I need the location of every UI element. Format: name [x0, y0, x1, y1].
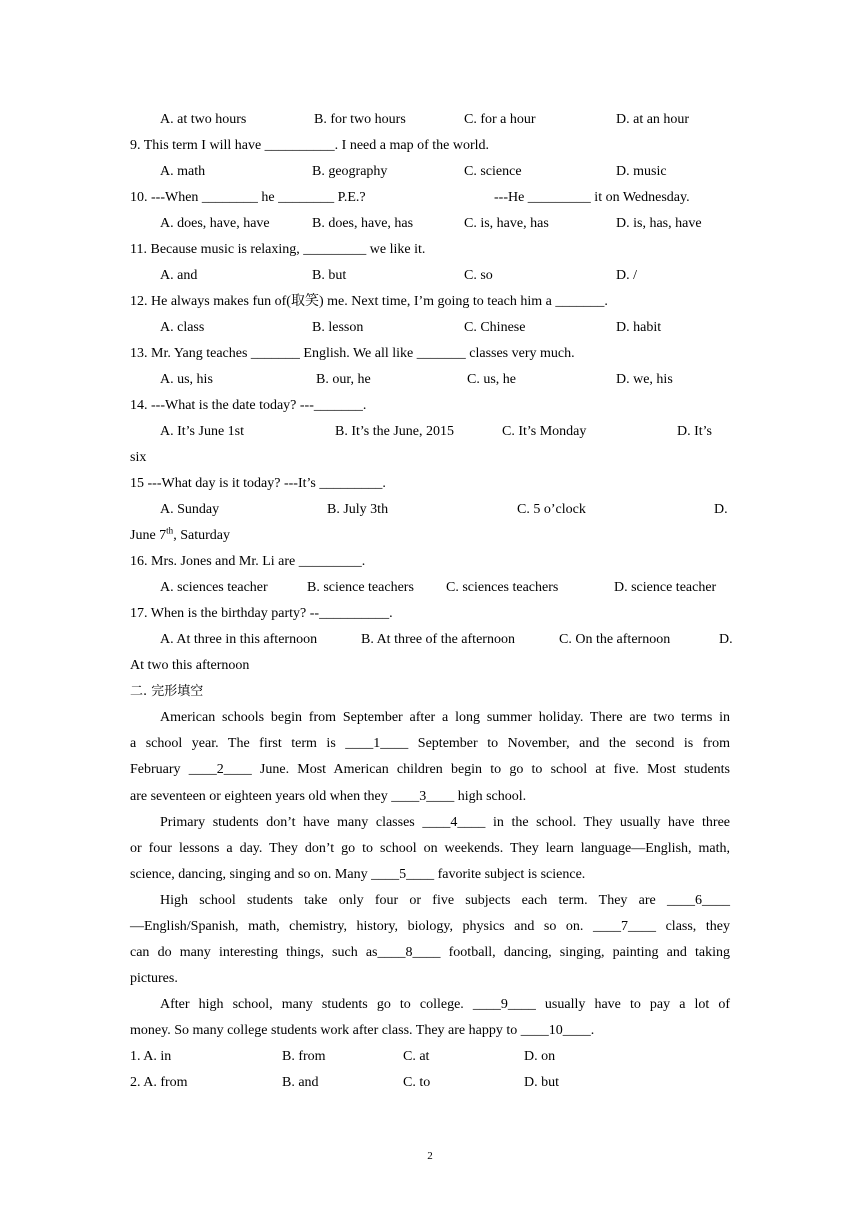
passage-line: February ____2____ June. Most American children begin to go to school at five. Most students [130, 762, 730, 777]
passage-line: money. So many college students work after class. They are happy to ____10____. [130, 1023, 595, 1038]
option-b: B. At three of the afternoon [361, 632, 515, 647]
option-d: D. is, has, have [616, 216, 702, 231]
passage-line: pictures. [130, 971, 178, 986]
cloze-1-options [130, 1044, 730, 1070]
option-d: D. It’s [677, 424, 712, 439]
option-b: B. It’s the June, 2015 [335, 424, 454, 439]
option-b: B. but [312, 268, 347, 283]
q15-wrap-day: , Saturday [173, 528, 230, 543]
cloze-2-options [130, 1070, 730, 1096]
option-d: D. habit [616, 320, 662, 335]
q13-stem: 13. Mr. Yang teaches _______ English. We all like _______ classes very much. [130, 346, 575, 361]
option-a: A. at two hours [160, 112, 247, 127]
q15-option-wrap [130, 523, 730, 549]
option-c: C. On the afternoon [559, 632, 671, 647]
option-a: 1. A. in [130, 1049, 172, 1064]
passage-line: science, dancing, singing and so on. Many ____5____ favorite subject is science. [130, 867, 586, 882]
option-d: D. [719, 632, 733, 647]
q8-options [130, 107, 730, 133]
passage-line: are seventeen or eighteen years old when they ____3____ high school. [130, 789, 527, 804]
passage-line: can do many interesting things, such as____8____ football, dancing, singing, painting and taking [130, 945, 730, 960]
option-c: C. Chinese [464, 320, 526, 335]
option-a: A. math [160, 164, 206, 179]
option-a: A. us, his [160, 372, 213, 387]
q10-options [130, 211, 730, 237]
q16-stem: 16. Mrs. Jones and Mr. Li are _________. [130, 554, 366, 569]
option-b: B. geography [312, 164, 388, 179]
option-b: B. for two hours [314, 112, 406, 127]
q12-stem: 12. He always makes fun of(取笑) me. Next time, I’m going to teach him a _______. [130, 294, 608, 309]
option-c: C. sciences teachers [446, 580, 559, 595]
q15-stem: 15 ---What day is it today? ---It’s _________. [130, 476, 386, 491]
q9-options [130, 159, 730, 185]
q14-options [130, 419, 730, 445]
option-a: A. does, have, have [160, 216, 270, 231]
q12-options [130, 315, 730, 341]
q10-stem-answer: ---He _________ it on Wednesday. [494, 190, 690, 205]
option-a: A. class [160, 320, 205, 335]
option-b: B. our, he [316, 372, 371, 387]
passage-line: or four lessons a day. They don’t go to school on weekends. They learn language—English, math, [130, 841, 730, 856]
option-c: C. so [464, 268, 493, 283]
option-d: D. [714, 502, 728, 517]
q17-options [130, 627, 733, 653]
q15-wrap-sup: th [166, 525, 174, 536]
option-c: C. us, he [467, 372, 516, 387]
q13-options [130, 367, 730, 393]
q9-stem: 9. This term I will have __________. I need a map of the world. [130, 138, 489, 153]
q11-options [130, 263, 730, 289]
option-c: C. science [464, 164, 522, 179]
passage-line: a school year. The first term is ____1____ September to November, and the second is from [130, 736, 730, 751]
option-d: D. on [524, 1049, 556, 1064]
option-b: B. science teachers [307, 580, 414, 595]
option-d: D. / [616, 268, 637, 283]
q17-option-wrap: At two this afternoon [130, 658, 250, 673]
passage-line: American schools begin from September after a long summer holiday. There are two terms in [160, 710, 730, 725]
option-c: C. to [403, 1075, 431, 1090]
option-c: C. 5 o’clock [517, 502, 586, 517]
option-a: A. Sunday [160, 502, 220, 517]
q17-stem: 17. When is the birthday party? --__________. [130, 606, 393, 621]
passage-line: High school students take only four or five subjects each term. They are ____6____ [160, 893, 730, 908]
option-d: D. at an hour [616, 112, 690, 127]
option-d: D. we, his [616, 372, 673, 387]
option-a: A. It’s June 1st [160, 424, 244, 439]
option-d: D. science teacher [614, 580, 717, 595]
passage-line: After high school, many students go to college. ____9____ usually have to pay a lot of [160, 997, 730, 1012]
option-a: A. At three in this afternoon [160, 632, 318, 647]
option-a: 2. A. from [130, 1075, 188, 1090]
q16-options [130, 575, 730, 601]
q14-stem: 14. ---What is the date today? ---_______. [130, 398, 367, 413]
q15-options [130, 497, 730, 523]
q10-stem-question: 10. ---When ________ he ________ P.E.? [130, 190, 366, 205]
option-c: C. at [403, 1049, 430, 1064]
section-heading: 二. 完形填空 [130, 684, 204, 699]
passage-line: Primary students don’t have many classes ____4____ in the school. They usually have three [160, 815, 730, 830]
option-d: D. but [524, 1075, 559, 1090]
option-b: B. and [282, 1075, 319, 1090]
option-c: C. is, have, has [464, 216, 549, 231]
option-b: B. does, have, has [312, 216, 414, 231]
option-b: B. from [282, 1049, 326, 1064]
option-b: B. July 3th [327, 502, 389, 517]
option-a: A. sciences teacher [160, 580, 268, 595]
option-d: D. music [616, 164, 667, 179]
q10-stem [130, 185, 730, 211]
option-a: A. and [160, 268, 198, 283]
q15-wrap-date: June 7 [130, 528, 167, 543]
option-c: C. It’s Monday [502, 424, 587, 439]
q14-option-wrap: six [130, 450, 147, 465]
passage-line: —English/Spanish, math, chemistry, history, biology, physics and so on. ____7____ class, they [130, 919, 730, 934]
option-c: C. for a hour [464, 112, 536, 127]
page-number: 2 [427, 1150, 433, 1162]
q11-stem: 11. Because music is relaxing, _________ we like it. [130, 242, 426, 257]
option-b: B. lesson [312, 320, 364, 335]
